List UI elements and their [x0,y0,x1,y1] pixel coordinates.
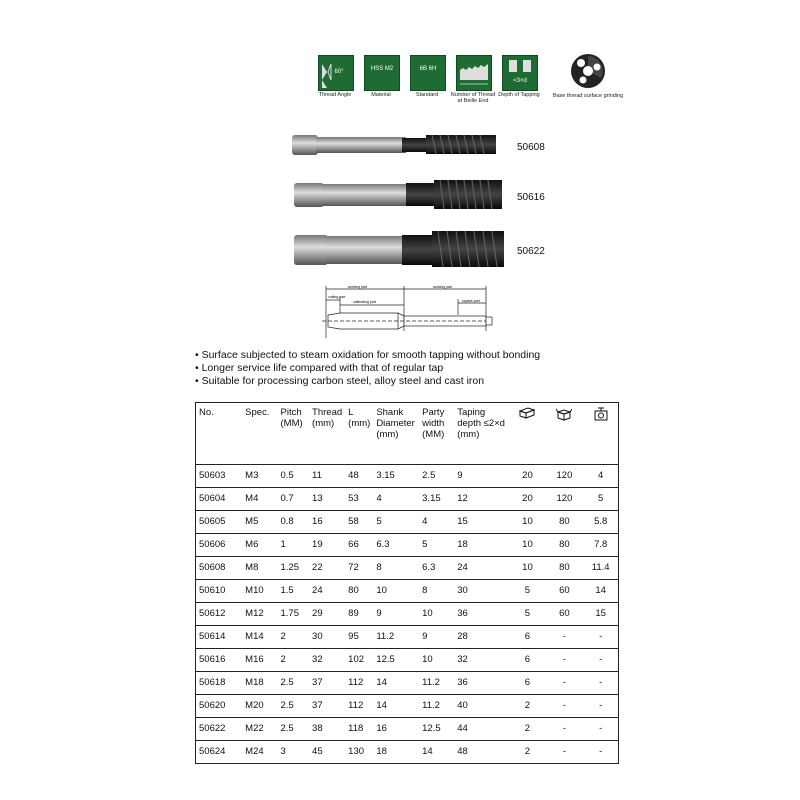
cell-party-width: 3.15 [419,488,454,511]
icon-caption: Depth of Tapping [498,92,540,98]
cell-pitch: 2 [278,649,310,672]
surface-grinding-icon [570,53,606,89]
cell-length: 72 [345,557,373,580]
cell-party-width: 11.2 [419,672,454,695]
cell-carton-qty: 120 [546,465,584,488]
cell-inner-box-qty: 10 [509,511,545,534]
cell-no: 50620 [196,695,243,718]
cell-thread: 22 [309,557,345,580]
cell-spec: M5 [242,511,277,534]
svg-text:calibrating part: calibrating part [353,300,376,304]
cell-spec: M16 [242,649,277,672]
carton-box-icon [556,407,572,421]
cell-carton-qty: - [546,672,584,695]
col-header-thread: Thread (mm) [309,403,345,465]
cell-shank-diameter: 4 [373,488,419,511]
cell-no: 50622 [196,718,243,741]
cell-length: 53 [345,488,373,511]
cell-taping-depth: 9 [454,465,509,488]
table-row [196,718,619,741]
cell-shank-diameter: 12.5 [373,649,419,672]
bullet-item: • Surface subjected to steam oxidation for smooth tapping without bonding [195,349,541,361]
cell-no: 50618 [196,672,243,695]
cell-carton-qty: 80 [546,557,584,580]
cell-party-width: 9 [419,626,454,649]
cell-shank-diameter: 14 [373,672,419,695]
table-header-row [196,403,619,465]
table-row [196,695,619,718]
cell-shank-diameter: 14 [373,695,419,718]
cell-taping-depth: 44 [454,718,509,741]
col-header-inner-box [509,403,545,465]
cell-shank-diameter: 5 [373,511,419,534]
cell-length: 48 [345,465,373,488]
cell-party-width: 10 [419,649,454,672]
tap-dimension-diagram [318,283,498,343]
cell-length: 118 [345,718,373,741]
cell-shank-diameter: 9 [373,603,419,626]
spec-table [195,402,619,764]
cell-thread: 38 [309,718,345,741]
cell-weight: 15 [583,603,618,626]
cell-shank-diameter: 10 [373,580,419,603]
cell-no: 50604 [196,488,243,511]
cell-pitch: 2.5 [278,672,310,695]
threads-at-end-icon [456,55,492,91]
table-row [196,649,619,672]
cell-length: 102 [345,649,373,672]
col-header-shank-diameter: Shank Diameter (mm) [373,403,419,465]
cell-taping-depth: 12 [454,488,509,511]
thread-angle-icon: 60° [318,55,354,91]
cell-shank-diameter: 16 [373,718,419,741]
cell-weight: - [583,695,618,718]
col-header-carton-box [546,403,584,465]
bullet-item: • Suitable for processing carbon steel, alloy steel and cast iron [195,375,485,387]
table-row [196,557,619,580]
bullet-item: • Longer service life compared with that of regular tap [195,362,444,374]
cell-thread: 37 [309,695,345,718]
cell-party-width: 2.5 [419,465,454,488]
icon-caption: Thread Angle [318,92,352,98]
cell-carton-qty: 60 [546,603,584,626]
cell-carton-qty: 80 [546,511,584,534]
cell-length: 58 [345,511,373,534]
cell-taping-depth: 36 [454,603,509,626]
cell-weight: - [583,741,618,764]
tap-50616-image [294,180,502,209]
cell-weight: - [583,626,618,649]
cell-thread: 19 [309,534,345,557]
cell-length: 66 [345,534,373,557]
cell-shank-diameter: 11.2 [373,626,419,649]
icon-caption: Material [371,92,391,98]
tap-label: 50616 [517,192,545,203]
col-header-no: No. [196,403,243,465]
cell-inner-box-qty: 6 [509,649,545,672]
feature-bullets [195,349,540,388]
cell-taping-depth: 40 [454,695,509,718]
table-row [196,580,619,603]
cell-thread: 30 [309,626,345,649]
col-header-pitch: Pitch (MM) [278,403,310,465]
cell-taping-depth: 28 [454,626,509,649]
cell-inner-box-qty: 6 [509,672,545,695]
cell-spec: M12 [242,603,277,626]
cell-no: 50605 [196,511,243,534]
cell-no: 50612 [196,603,243,626]
cell-carton-qty: - [546,695,584,718]
cell-weight: 5 [583,488,618,511]
svg-text:square part: square part [462,299,480,303]
cell-spec: M22 [242,718,277,741]
tap-label: 50622 [517,246,545,257]
cell-pitch: 1.5 [278,580,310,603]
tap-50622-image [294,231,504,267]
cell-no: 50610 [196,580,243,603]
cell-weight: 14 [583,580,618,603]
cell-carton-qty: - [546,626,584,649]
cell-length: 89 [345,603,373,626]
cell-length: 130 [345,741,373,764]
icon-caption: Number of Thread at Beille End [450,92,496,104]
cell-length: 112 [345,695,373,718]
cell-taping-depth: 36 [454,672,509,695]
cell-shank-diameter: 3.15 [373,465,419,488]
table-row [196,488,619,511]
cell-thread: 29 [309,603,345,626]
table-row [196,511,619,534]
cell-party-width: 5 [419,534,454,557]
cell-carton-qty: - [546,718,584,741]
cell-spec: M14 [242,626,277,649]
cell-carton-qty: - [546,741,584,764]
cell-weight: - [583,718,618,741]
cell-weight: 7.8 [583,534,618,557]
cell-weight: - [583,649,618,672]
cell-no: 50616 [196,649,243,672]
cell-inner-box-qty: 10 [509,557,545,580]
cell-shank-diameter: 6.3 [373,534,419,557]
cell-pitch: 1 [278,534,310,557]
cell-weight: 5.8 [583,511,618,534]
cell-party-width: 12.5 [419,718,454,741]
cell-inner-box-qty: 2 [509,741,545,764]
cell-spec: M3 [242,465,277,488]
cell-party-width: 14 [419,741,454,764]
svg-text:working part: working part [433,285,453,289]
cell-taping-depth: 32 [454,649,509,672]
cell-weight: 11.4 [583,557,618,580]
standard-icon: 6B 6H [410,55,446,91]
cell-thread: 45 [309,741,345,764]
cell-spec: M18 [242,672,277,695]
cell-pitch: 1.25 [278,557,310,580]
cell-inner-box-qty: 5 [509,603,545,626]
cell-carton-qty: - [546,649,584,672]
table-row [196,603,619,626]
svg-text:working part: working part [348,285,368,289]
cell-pitch: 0.8 [278,511,310,534]
cell-party-width: 6.3 [419,557,454,580]
icon-caption: Base thread surface grinding [552,93,624,99]
inner-box-icon [519,407,535,419]
tap-label: 50608 [517,142,545,153]
cell-inner-box-qty: 6 [509,626,545,649]
cell-thread: 37 [309,672,345,695]
cell-no: 50624 [196,741,243,764]
cell-inner-box-qty: 2 [509,718,545,741]
col-header-taping-depth: Taping depth ≤2×d (mm) [454,403,509,465]
cell-thread: 13 [309,488,345,511]
cell-spec: M24 [242,741,277,764]
cell-taping-depth: 48 [454,741,509,764]
icon-caption: Standard [415,92,439,98]
cell-carton-qty: 120 [546,488,584,511]
cell-pitch: 0.5 [278,465,310,488]
tapping-depth-icon: <3×d [502,55,538,91]
cell-inner-box-qty: 10 [509,534,545,557]
cell-inner-box-qty: 5 [509,580,545,603]
cell-taping-depth: 24 [454,557,509,580]
cell-no: 50614 [196,626,243,649]
table-row [196,534,619,557]
cell-taping-depth: 18 [454,534,509,557]
cell-spec: M6 [242,534,277,557]
cell-thread: 24 [309,580,345,603]
table-row [196,741,619,764]
cell-inner-box-qty: 20 [509,465,545,488]
col-header-weight [583,403,618,465]
cell-length: 112 [345,672,373,695]
cell-spec: M10 [242,580,277,603]
cell-pitch: 1.75 [278,603,310,626]
cell-taping-depth: 15 [454,511,509,534]
col-header-spec: Spec. [242,403,277,465]
cell-pitch: 2.5 [278,695,310,718]
table-row [196,672,619,695]
cell-shank-diameter: 8 [373,557,419,580]
cell-shank-diameter: 18 [373,741,419,764]
cell-weight: 4 [583,465,618,488]
cell-no: 50606 [196,534,243,557]
tap-50608-image [292,135,496,155]
cell-thread: 32 [309,649,345,672]
cell-no: 50608 [196,557,243,580]
col-header-party-width: Party width (MM) [419,403,454,465]
cell-length: 80 [345,580,373,603]
cell-inner-box-qty: 2 [509,695,545,718]
cell-party-width: 11.2 [419,695,454,718]
svg-text:cutting part: cutting part [328,295,346,299]
material-icon: HSS M2 [364,55,400,91]
cell-taping-depth: 30 [454,580,509,603]
tap-images [290,125,580,275]
feature-icons [318,55,628,107]
cell-weight: - [583,672,618,695]
cell-inner-box-qty: 20 [509,488,545,511]
cell-party-width: 8 [419,580,454,603]
table-row [196,626,619,649]
cell-thread: 16 [309,511,345,534]
table-row [196,465,619,488]
cell-spec: M8 [242,557,277,580]
cell-pitch: 2.5 [278,718,310,741]
cell-pitch: 0.7 [278,488,310,511]
cell-length: 95 [345,626,373,649]
cell-pitch: 2 [278,626,310,649]
cell-party-width: 4 [419,511,454,534]
col-header-length: L (mm) [345,403,373,465]
cell-spec: M20 [242,695,277,718]
cell-pitch: 3 [278,741,310,764]
cell-no: 50603 [196,465,243,488]
weight-scale-icon [594,407,608,421]
cell-thread: 11 [309,465,345,488]
cell-spec: M4 [242,488,277,511]
cell-carton-qty: 60 [546,580,584,603]
cell-party-width: 10 [419,603,454,626]
cell-carton-qty: 80 [546,534,584,557]
taps-illustration [290,125,515,275]
